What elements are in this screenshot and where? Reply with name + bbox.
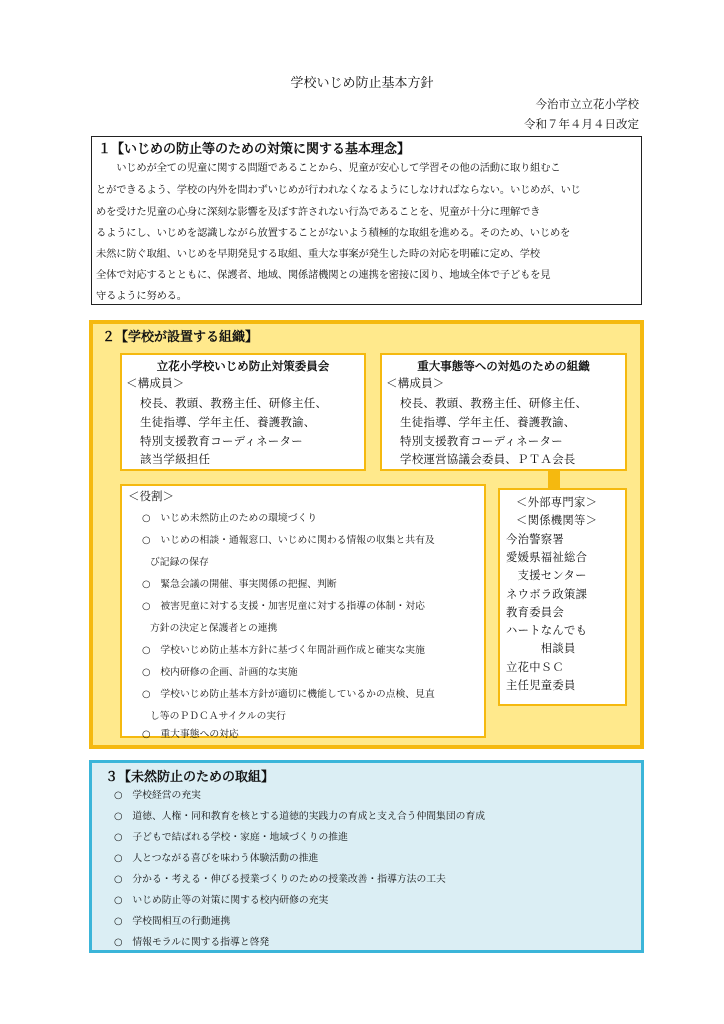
- expert-line: ＜外部専門家＞: [516, 496, 598, 509]
- expert-line: 立花中ＳＣ: [506, 661, 564, 674]
- expert-line: 主任児童委員: [506, 679, 576, 692]
- role-line: ○ 緊急会議の開催、事実関係の把握、判断: [142, 579, 337, 590]
- prevention-item: ○ いじめ防止等の対策に関する校内研修の充実: [114, 895, 329, 906]
- role-line: ○ 被害児童に対する支援・加害児童に対する指導の体制・対応: [142, 601, 425, 612]
- prevention-item: ○ 人とつながる喜びを味わう体験活動の推進: [114, 853, 319, 864]
- expert-line: ＜関係機関等＞: [516, 514, 598, 527]
- role-line: ○ いじめ未然防止のための環境づくり: [142, 513, 318, 524]
- prevention-item: ○ 情報モラルに関する指導と啓発: [114, 937, 270, 948]
- revision-date: 令和７年４月４日改定: [524, 117, 639, 131]
- role-line: ○ 重大事態への対応: [142, 729, 239, 740]
- expert-line: 相談員: [506, 642, 576, 655]
- principle-text-line: 未然に防ぐ取組、いじめを早期発見する取組、重大な事案が発生した時の対応を明確に定め、学校: [96, 248, 540, 260]
- principle-text-line: とができるよう、学校の内外を問わずいじめが行われなくなるようにしなければならない。いじめが、いじ: [96, 184, 581, 196]
- prevention-item: ○ 道徳、人権・同和教育を核とする道徳的実践力の育成と支え合う仲間集団の育成: [114, 811, 486, 822]
- crisis-member-line: 生徒指導、学年主任、養護教諭、: [400, 415, 576, 429]
- expert-line: ネウボラ政策課: [506, 588, 588, 601]
- committee-box: [120, 353, 366, 471]
- committee-member-line: 特別支援教育コーディネーター: [140, 434, 303, 448]
- role-line: ○ 学校いじめ防止基本方針に基づく年間計画作成と確実な実施: [142, 645, 425, 656]
- section1-heading: １【いじめの防止等のための対策に関する基本理念】: [98, 142, 411, 157]
- principle-text-line: 全体で対応するとともに、保護者、地域、関係諸機関との連携を密接に図り、地域全体で子どもを見: [96, 269, 551, 281]
- principle-text-line: めを受けた児童の心身に深刻な影響を及ぼす許されない行為であることを、児童が十分に理解でき: [96, 206, 541, 218]
- expert-line: 支援センター: [506, 569, 587, 582]
- school-name: 今治市立立花小学校: [535, 97, 639, 111]
- expert-line: ハートなんでも: [506, 624, 588, 637]
- prevention-item: ○ 子どもで結ばれる学校・家庭・地域づくりの推進: [114, 832, 348, 843]
- role-line: び記録の保存: [150, 557, 209, 568]
- roles-label: ＜役割＞: [128, 489, 174, 503]
- prevention-item: ○ 学校経営の充実: [114, 790, 201, 801]
- expert-line: 愛媛県福祉総合: [506, 551, 588, 564]
- committee-member-line: 生徒指導、学年主任、養護教諭、: [140, 415, 316, 429]
- principle-text-line: いじめが全ての児童に関する問題であることから、児童が安心して学習その他の活動に取り組むこ: [96, 162, 561, 174]
- external-experts-box: [498, 488, 627, 706]
- role-line: 方針の決定と保護者との連携: [150, 623, 278, 634]
- document-title: 学校いじめ防止基本方針: [290, 76, 434, 91]
- crisis-members-label: ＜構成員＞: [386, 376, 445, 390]
- crisis-member-line: 学校運営協議会委員、ＰＴＡ会長: [400, 452, 576, 466]
- section-prevention-efforts: [89, 760, 644, 953]
- expert-line: 教育委員会: [506, 606, 564, 619]
- section-organizations: [89, 320, 644, 749]
- prevention-item: ○ 学校間相互の行動連携: [114, 916, 231, 927]
- crisis-member-line: 特別支援教育コーディネーター: [400, 434, 563, 448]
- prevention-item: ○ 分かる・考える・伸びる授業づくりのための授業改善・指導方法の工夫: [114, 874, 446, 885]
- section2-heading: ２【学校が設置する組織】: [102, 330, 259, 345]
- expert-line: 今治警察署: [506, 533, 564, 546]
- role-line: し等のＰＤＣＡサイクルの実行: [150, 711, 286, 722]
- committee-member-line: 校長、教頭、教務主任、研修主任、: [140, 396, 328, 410]
- crisis-title: 重大事態等への対処のための組織: [417, 359, 590, 373]
- crisis-response-box: [380, 353, 627, 471]
- committee-member-line: 該当学級担任: [140, 452, 211, 466]
- role-line: ○ 校内研修の企画、計画的な実施: [142, 667, 298, 678]
- committee-title: 立花小学校いじめ防止対策委員会: [156, 359, 330, 373]
- connector-bar: [548, 471, 560, 488]
- crisis-member-line: 校長、教頭、教務主任、研修主任、: [400, 396, 588, 410]
- principle-text-line: るようにし、いじめを認識しながら放置することがないよう積極的な取組を進める。そのため、いじめを: [96, 227, 571, 239]
- roles-box: [120, 484, 486, 738]
- section-basic-principles: [91, 136, 642, 305]
- committee-members-label: ＜構成員＞: [126, 376, 185, 390]
- role-line: ○ いじめの相談・通報窓口、いじめに関わる情報の収集と共有及: [142, 535, 435, 546]
- principle-text-line: 守るように努める。: [96, 290, 187, 302]
- role-line: ○ 学校いじめ防止基本方針が適切に機能しているかの点検、見直: [142, 689, 435, 700]
- section3-heading: ３【未然防止のための取組】: [105, 770, 275, 785]
